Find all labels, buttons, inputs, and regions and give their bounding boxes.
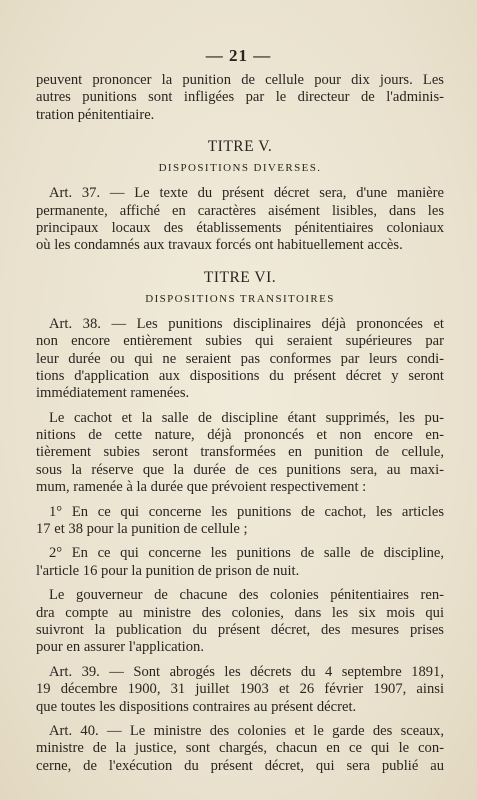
- paragraph-article-38: [36, 316, 444, 403]
- section-heading-dispositions-diverses: DISPOSITIONS DIVERSES.: [158, 162, 322, 175]
- text-line: 19 décembre 1900, 31 juillet 1903 et 26 février 1907, ainsi: [36, 681, 444, 698]
- text-line: que toutes les dispositions contraires au présent décret.: [36, 698, 357, 715]
- text-line: leur durée ou qui ne seraient pas conformes par leurs condi-: [36, 350, 444, 367]
- text-line: tions d'application aux dispositions du présent décret y seront: [36, 367, 444, 384]
- text-line: suivront la publication du présent décret, des mesures prises: [36, 621, 444, 638]
- paragraph-continuation: [36, 72, 444, 124]
- paragraph-cachot: [36, 410, 444, 497]
- paragraph-item-1: [36, 504, 444, 539]
- heading-titre-v: TITRE V.: [207, 138, 273, 156]
- text-line: permanente, affiché en caractères aisément lisibles, dans les: [36, 202, 444, 219]
- paragraph-item-2: [36, 545, 444, 580]
- text-line: Art. 38. — Les punitions disciplinaires déjà prononcées et: [49, 315, 444, 332]
- page-number: — 21 —: [205, 46, 272, 65]
- text-line: Art. 40. — Le ministre des colonies et le garde des sceaux,: [49, 722, 444, 739]
- document-body: [36, 72, 444, 782]
- text-line: dra compte au ministre des colonies, dans les six mois qui: [36, 604, 444, 621]
- paragraph-gouverneur: [36, 587, 444, 657]
- paragraph-article-40: [36, 723, 444, 775]
- text-line: autres punitions sont infligées par le directeur de l'adminis-: [36, 89, 444, 106]
- text-line: 17 et 38 pour la punition de cellule ;: [36, 521, 248, 538]
- text-line: tration pénitentiaire.: [36, 106, 155, 123]
- paragraph-article-37: [36, 185, 444, 255]
- text-line: ministre de la justice, sont chargés, chacun en ce qui le con-: [36, 740, 444, 757]
- text-line: 1° En ce qui concerne les punitions de cachot, les articles: [49, 503, 444, 520]
- text-line: Art. 39. — Sont abrogés les décrets du 4 septembre 1891,: [49, 663, 444, 680]
- text-line: tièrement subies seront transformées en punition de cellule,: [36, 444, 444, 461]
- text-line: immédiatement ramenées.: [36, 385, 190, 402]
- text-line: où les condamnés aux travaux forcés ont habituellement accès.: [36, 237, 403, 254]
- text-line: Le gouverneur de chacune des colonies pénitentiaires ren-: [49, 587, 444, 604]
- section-heading-dispositions-transitoires: DISPOSITIONS TRANSITOIRES: [145, 292, 335, 305]
- paragraph-article-39: [36, 664, 444, 716]
- text-line: Art. 37. — Le texte du présent décret sera, d'une manière: [49, 185, 444, 202]
- text-line: sous la réserve que la durée de ces punitions sera, au maxi-: [36, 461, 444, 478]
- text-line: principaux locaux des établissements pénitentiaires coloniaux: [36, 219, 444, 236]
- heading-titre-vi: TITRE VI.: [203, 268, 277, 286]
- text-line: mum, ramenée à la durée que prévoient respectivement :: [36, 479, 367, 496]
- text-line: Le cachot et la salle de discipline étant supprimés, les pu-: [49, 409, 444, 426]
- text-line: pour en assurer l'application.: [36, 639, 204, 656]
- text-line: non encore entièrement subies qui seraient supérieures par: [36, 333, 444, 350]
- text-line: l'article 16 pour la punition de prison de nuit.: [36, 562, 300, 579]
- text-line: peuvent prononcer la punition de cellule pour dix jours. Les: [36, 72, 444, 88]
- text-line: cerne, de l'exécution du présent décret, qui sera publié au: [36, 757, 444, 774]
- text-line: nitions de cette nature, déjà prononcés et non encore en-: [36, 427, 444, 444]
- text-line: 2° En ce qui concerne les punitions de salle de discipline,: [49, 545, 444, 562]
